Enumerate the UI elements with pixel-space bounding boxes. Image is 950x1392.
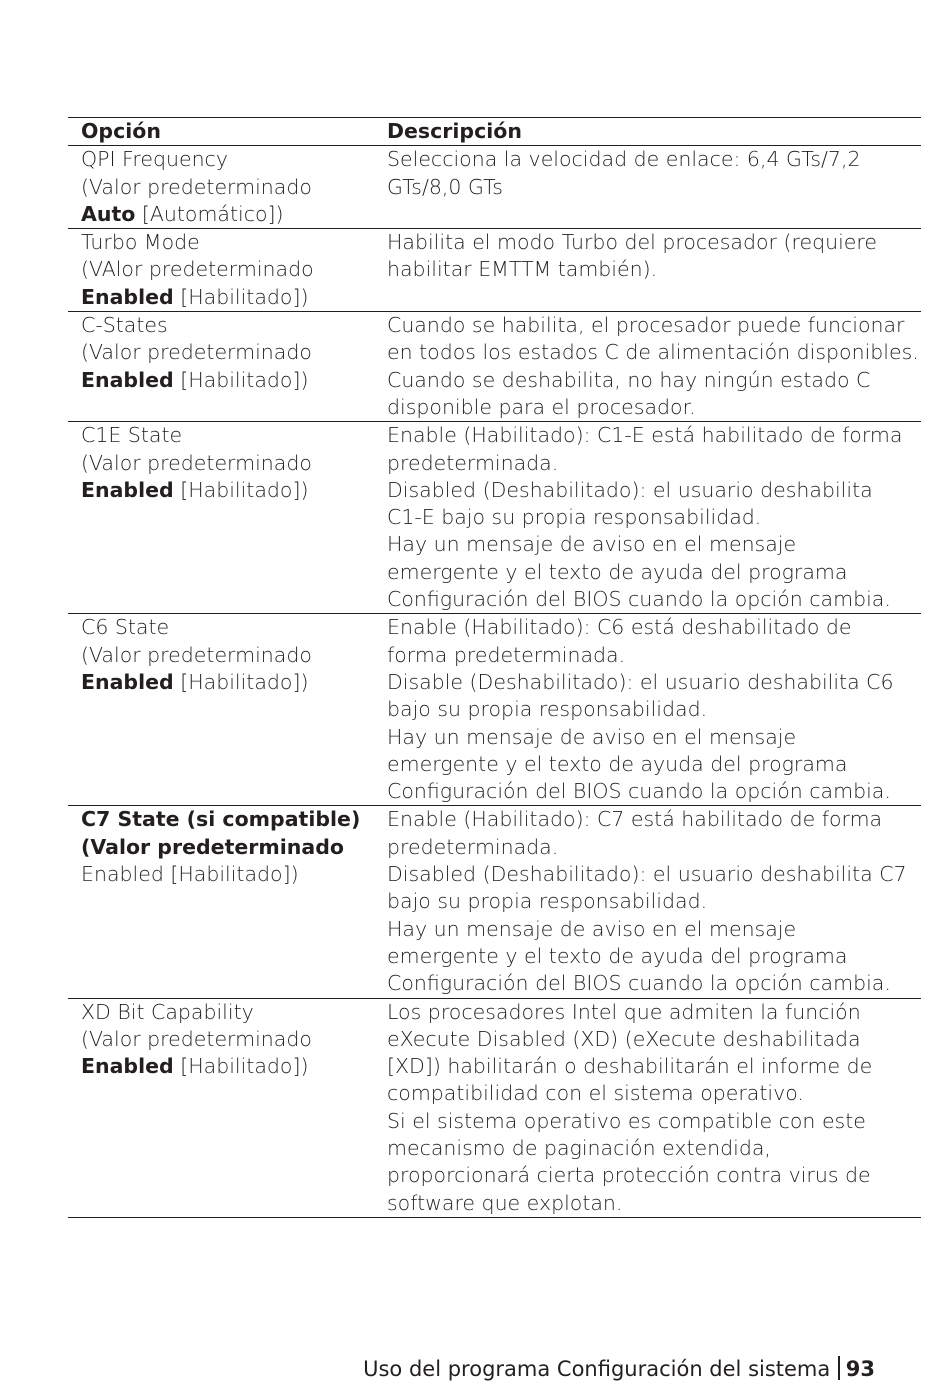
option-default-line xyxy=(81,669,373,696)
footer-section-title: Uso del programa Configuración del sistema xyxy=(363,1357,831,1381)
option-name: Turbo Mode xyxy=(81,230,200,255)
description-line: Selecciona la velocidad de enlace: 6,4 GTs/7,2 xyxy=(387,147,861,172)
option-default-value: Enabled xyxy=(81,367,174,392)
table-row xyxy=(68,146,921,229)
description-line: Enable (Habilitado): C1-E está habilitado de forma xyxy=(387,423,903,448)
description-line: emergente y el texto de ayuda del programa xyxy=(387,559,848,584)
description-line: Enable (Habilitado): C6 está deshabilitado de xyxy=(387,615,852,640)
option-cell xyxy=(68,614,373,806)
description-line: proporcionará cierta protección contra virus de xyxy=(387,1163,871,1188)
description-line: Disable (Deshabilitado): el usuario deshabilita C6 xyxy=(387,669,894,694)
option-default-label: (Valor predeterminado xyxy=(81,642,312,667)
option-default-value: Enabled xyxy=(81,862,164,887)
description-line: bajo su propia responsabilidad. xyxy=(387,697,708,722)
description-line: Hay un mensaje de aviso en el mensaje xyxy=(387,724,797,749)
description-line: Los procesadores Intel que admiten la función xyxy=(387,999,861,1024)
description-line: emergente y el texto de ayuda del programa xyxy=(387,751,848,776)
description-cell xyxy=(373,422,921,614)
option-default-value: Enabled xyxy=(81,284,174,309)
description-cell xyxy=(373,614,921,806)
option-default-line xyxy=(81,367,373,394)
description-line: forma predeterminada. xyxy=(387,642,626,667)
option-default-translation: [Habilitado]) xyxy=(173,669,309,694)
option-default-translation: [Automático]) xyxy=(135,201,284,226)
option-cell xyxy=(68,312,373,422)
table-row xyxy=(68,229,921,312)
table-row xyxy=(68,422,921,614)
description-line: Configuración del BIOS cuando la opción cambia. xyxy=(387,587,891,612)
description-line: Habilita el modo Turbo del procesador (requiere xyxy=(387,230,877,255)
description-line: Si el sistema operativo es compatible con este xyxy=(387,1108,866,1133)
description-cell xyxy=(373,806,921,998)
option-default-label: (Valor predeterminado xyxy=(81,450,312,475)
column-header-description: Descripción xyxy=(387,119,522,143)
option-name: C1E State xyxy=(81,423,183,448)
description-line: en todos los estados C de alimentación disponibles. xyxy=(387,340,919,365)
option-cell xyxy=(68,229,373,312)
description-line: mecanismo de paginación extendida, xyxy=(387,1135,771,1160)
option-default-label: (VAlor predeterminado xyxy=(81,257,314,282)
table-row xyxy=(68,312,921,422)
option-name: C-States xyxy=(81,313,168,338)
description-cell xyxy=(373,312,921,422)
description-line: [XD]) habilitarán o deshabilitarán el informe de xyxy=(387,1054,873,1079)
option-name: C7 State (si compatible) xyxy=(81,807,361,832)
description-line: emergente y el texto de ayuda del programa xyxy=(387,943,848,968)
description-line: eXecute Disabled (XD) (eXecute deshabilitada xyxy=(387,1026,861,1051)
option-default-value: Auto xyxy=(81,201,136,226)
description-line: Cuando se habilita, el procesador puede funcionar xyxy=(387,313,905,338)
option-cell xyxy=(68,422,373,614)
table-row xyxy=(68,998,921,1217)
description-line: software que explotan. xyxy=(387,1190,623,1215)
option-default-line xyxy=(81,284,373,311)
option-name: XD Bit Capability xyxy=(81,999,254,1024)
option-default-line xyxy=(81,861,373,888)
option-default-label: (Valor predeterminado xyxy=(81,1026,312,1051)
option-default-translation: [Habilitado]) xyxy=(163,862,299,887)
option-default-translation: [Habilitado]) xyxy=(173,367,309,392)
description-line: Hay un mensaje de aviso en el mensaje xyxy=(387,916,797,941)
table-row xyxy=(68,614,921,806)
description-line: Disabled (Deshabilitado): el usuario deshabilita xyxy=(387,477,873,502)
bios-options-table xyxy=(68,117,921,1218)
description-line: GTs/8,0 GTs xyxy=(387,174,503,199)
page-number: 93 xyxy=(845,1357,875,1381)
description-line: habilitar EMTTM también). xyxy=(387,257,658,282)
description-line: Configuración del BIOS cuando la opción cambia. xyxy=(387,971,891,996)
description-cell xyxy=(373,229,921,312)
description-line: disponible para el procesador. xyxy=(387,394,696,419)
description-line: Enable (Habilitado): C7 está habilitado de forma xyxy=(387,807,883,832)
option-default-label: (Valor predeterminado xyxy=(81,834,344,859)
description-line: compatibilidad con el sistema operativo. xyxy=(387,1081,804,1106)
option-default-label: (Valor predeterminado xyxy=(81,174,312,199)
description-line: bajo su propia responsabilidad. xyxy=(387,889,708,914)
option-default-label: (Valor predeterminado xyxy=(81,340,312,365)
option-default-translation: [Habilitado]) xyxy=(173,477,309,502)
option-default-translation: [Habilitado]) xyxy=(173,284,309,309)
option-default-value: Enabled xyxy=(81,1054,174,1079)
option-default-translation: [Habilitado]) xyxy=(173,1054,309,1079)
description-line: Cuando se deshabilita, no hay ningún estado C xyxy=(387,367,871,392)
description-line: Configuración del BIOS cuando la opción cambia. xyxy=(387,779,891,804)
option-default-line xyxy=(81,477,373,504)
column-header-option: Opción xyxy=(81,119,161,143)
description-cell xyxy=(373,146,921,229)
description-cell xyxy=(373,998,921,1217)
description-line: C1-E bajo su propia responsabilidad. xyxy=(387,505,762,530)
option-name: QPI Frequency xyxy=(81,147,228,172)
description-line: predeterminada. xyxy=(387,450,559,475)
description-line: Hay un mensaje de aviso en el mensaje xyxy=(387,532,797,557)
option-default-line xyxy=(81,1053,373,1080)
page-footer xyxy=(363,1356,875,1381)
option-default-line xyxy=(81,201,373,228)
description-line: Disabled (Deshabilitado): el usuario deshabilita C7 xyxy=(387,862,907,887)
table-header-row xyxy=(68,118,921,146)
table-row xyxy=(68,806,921,998)
description-line: predeterminada. xyxy=(387,834,559,859)
option-default-value: Enabled xyxy=(81,477,174,502)
option-cell xyxy=(68,998,373,1217)
option-default-value: Enabled xyxy=(81,669,174,694)
option-name: C6 State xyxy=(81,615,170,640)
option-cell xyxy=(68,806,373,998)
footer-separator xyxy=(838,1356,840,1380)
option-cell xyxy=(68,146,373,229)
